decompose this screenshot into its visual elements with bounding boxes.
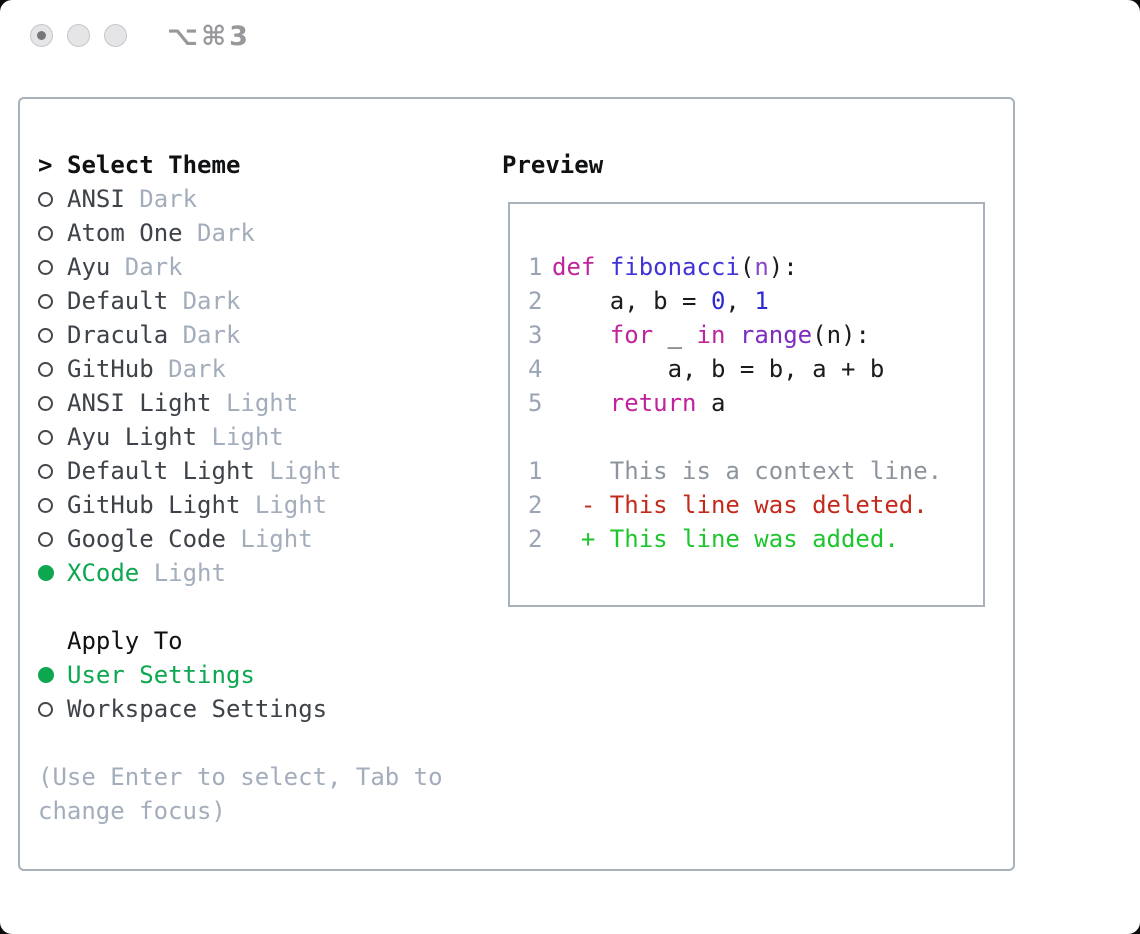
option-label: Atom One Dark xyxy=(67,219,255,247)
preview-box xyxy=(508,202,985,607)
option-label: Ayu Dark xyxy=(67,253,183,281)
traffic-lights xyxy=(30,24,127,47)
theme-option[interactable] xyxy=(38,386,443,420)
code-token: - This line was deleted. xyxy=(552,491,928,519)
code-token: 0 xyxy=(710,287,726,315)
apply-to-option[interactable] xyxy=(38,692,443,726)
theme-option[interactable] xyxy=(38,488,443,522)
preview-title: Preview xyxy=(502,151,604,179)
select-theme-header xyxy=(38,148,443,182)
theme-selector-panel xyxy=(18,97,1015,871)
code-line xyxy=(528,522,983,556)
code-token: , xyxy=(725,287,755,315)
apply-to-header xyxy=(38,624,443,658)
theme-selector-left-column xyxy=(38,148,443,828)
radio-icon xyxy=(38,294,67,309)
code-token: ( xyxy=(739,253,755,281)
code-token: 1 xyxy=(754,287,769,315)
code-token: def xyxy=(552,253,596,281)
theme-option[interactable] xyxy=(38,284,443,318)
radio-icon xyxy=(38,226,67,241)
radio-icon xyxy=(38,464,67,479)
code-token: fibonacci xyxy=(609,253,740,281)
theme-option[interactable] xyxy=(38,454,443,488)
option-label: GitHub Dark xyxy=(67,355,226,383)
code-token: This is a context line. xyxy=(552,457,943,485)
line-number: 2 xyxy=(528,287,543,315)
code-line xyxy=(528,386,983,420)
code-line xyxy=(528,318,983,352)
theme-option[interactable] xyxy=(38,556,443,590)
option-label: Ayu Light Light xyxy=(67,423,284,451)
code-token xyxy=(595,250,609,284)
radio-icon xyxy=(38,260,67,275)
apply-to-list xyxy=(38,658,443,726)
theme-option[interactable] xyxy=(38,352,443,386)
theme-option[interactable] xyxy=(38,216,443,250)
select-theme-title: Select Theme xyxy=(67,151,241,179)
option-label: Default Light Light xyxy=(67,457,342,485)
option-label: Workspace Settings xyxy=(67,695,328,723)
theme-list xyxy=(38,182,443,590)
window-zoom-button[interactable] xyxy=(104,24,127,47)
line-number: 1 xyxy=(528,253,543,281)
theme-option[interactable] xyxy=(38,182,443,216)
option-label: GitHub Light Light xyxy=(67,491,328,519)
theme-option[interactable] xyxy=(38,420,443,454)
code-token: ): xyxy=(768,253,798,281)
hint-line-1: (Use Enter to select, Tab to xyxy=(38,763,443,791)
theme-option[interactable] xyxy=(38,250,443,284)
radio-icon xyxy=(38,362,67,377)
code-line xyxy=(528,250,983,284)
option-label: XCode Light xyxy=(67,559,226,587)
code-token: a xyxy=(696,389,726,417)
theme-option[interactable] xyxy=(38,318,443,352)
hint-line-2: change focus) xyxy=(38,797,226,825)
line-number: 2 xyxy=(528,525,543,553)
selected-radio-icon xyxy=(38,565,67,581)
radio-icon xyxy=(38,702,67,717)
option-label: Dracula Dark xyxy=(67,321,241,349)
radio-icon xyxy=(38,430,67,445)
apply-to-title: Apply To xyxy=(67,627,183,655)
radio-icon xyxy=(38,532,67,547)
code-token: (n): xyxy=(812,321,870,349)
line-number: 3 xyxy=(528,321,543,349)
radio-icon xyxy=(38,328,67,343)
line-number: 2 xyxy=(528,491,543,519)
code-token xyxy=(552,318,610,352)
code-token: n xyxy=(754,253,769,281)
option-label: ANSI Dark xyxy=(67,185,198,213)
code-token: range xyxy=(739,321,813,349)
code-line xyxy=(528,454,983,488)
focus-caret-icon: > xyxy=(38,151,53,179)
radio-icon xyxy=(38,192,67,207)
line-number xyxy=(528,420,552,454)
option-label: User Settings xyxy=(67,661,255,689)
keyboard-shortcut-label: ⌥⌘3 xyxy=(167,21,251,52)
option-label: Default Dark xyxy=(67,287,241,315)
code-token: + This line was added. xyxy=(552,525,899,553)
window-button-dot xyxy=(37,31,46,40)
line-number: 5 xyxy=(528,389,543,417)
window-minimize-button[interactable] xyxy=(67,24,90,47)
radio-icon xyxy=(38,396,67,411)
radio-icon xyxy=(38,498,67,513)
window-titlebar xyxy=(0,0,1140,70)
code-token: for xyxy=(609,321,654,349)
apply-to-option[interactable] xyxy=(38,658,443,692)
theme-option[interactable] xyxy=(38,522,443,556)
code-token: return xyxy=(609,389,697,417)
code-token: _ xyxy=(653,321,697,349)
window-close-button[interactable] xyxy=(30,24,53,47)
option-label: ANSI Light Light xyxy=(67,389,299,417)
line-number: 1 xyxy=(528,457,543,485)
code-line xyxy=(528,488,983,522)
code-token: a, b = xyxy=(552,287,711,315)
selected-radio-icon xyxy=(38,667,67,683)
line-number: 4 xyxy=(528,355,543,383)
code-line xyxy=(528,284,983,318)
code-line xyxy=(528,352,983,386)
code-line xyxy=(528,420,983,454)
code-token: in xyxy=(696,321,726,349)
code-token: a, b = b, a + b xyxy=(552,355,885,383)
code-token xyxy=(552,386,610,420)
code-token xyxy=(725,318,739,352)
option-label: Google Code Light xyxy=(67,525,313,553)
